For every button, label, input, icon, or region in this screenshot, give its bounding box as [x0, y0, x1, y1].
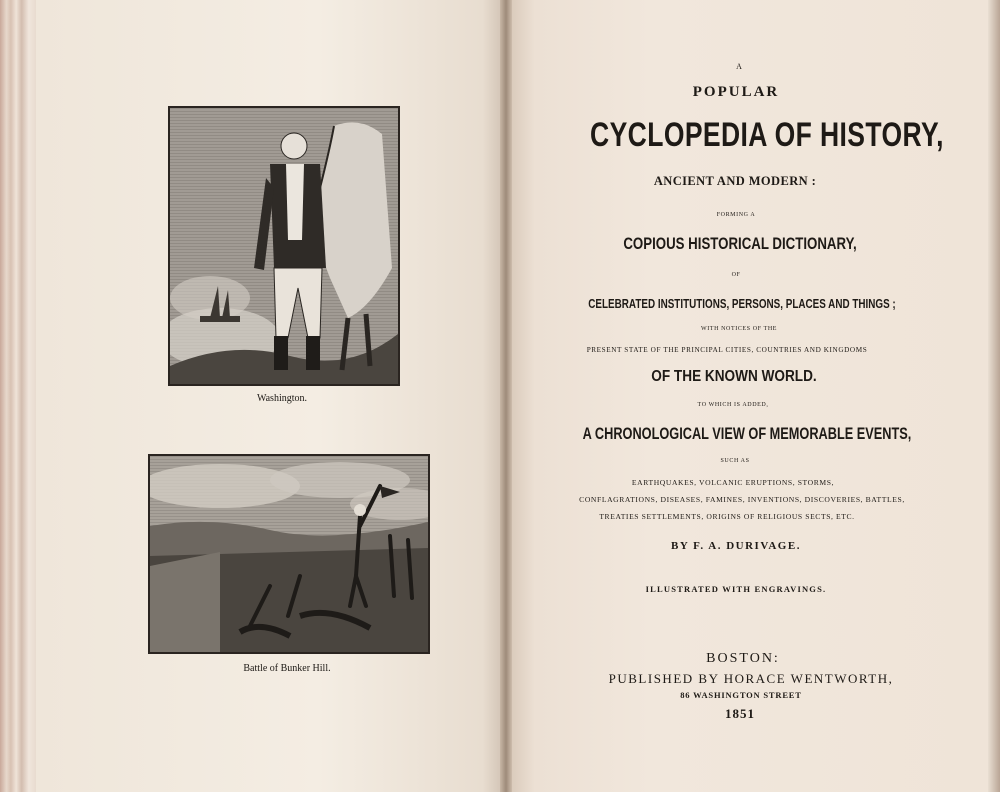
title-popular: POPULAR — [692, 84, 780, 100]
title-article: A — [736, 62, 742, 71]
main-title: CYCLOPEDIA OF HISTORY, — [590, 116, 944, 154]
title-page — [506, 0, 988, 792]
author-line: BY F. A. DURIVAGE. — [671, 540, 801, 552]
such-as-line: SUCH AS — [720, 458, 750, 464]
page-edges-left — [0, 0, 36, 792]
notices-line: WITH NOTICES OF THE — [700, 326, 778, 332]
bunker-hill-engraving-art — [150, 456, 428, 652]
subtitle: ANCIENT AND MODERN : — [653, 174, 817, 188]
events-line-3: TREATIES SETTLEMENTS, ORIGINS OF RELIGIOUS SECTS, ETC. — [599, 512, 855, 521]
forming-line: FORMING A — [716, 212, 756, 218]
street-line: 86 WASHINGTON STREET — [680, 690, 802, 700]
added-line: TO WHICH IS ADDED, — [697, 402, 769, 408]
illustrated-line: ILLUSTRATED WITH ENGRAVINGS. — [645, 584, 827, 594]
events-line-1: EARTHQUAKES, VOLCANIC ERUPTIONS, STORMS, — [631, 478, 835, 487]
washington-engraving — [168, 106, 400, 386]
known-world-line: OF THE KNOWN WORLD. — [651, 368, 817, 385]
dictionary-line: COPIOUS HISTORICAL DICTIONARY, — [623, 234, 857, 253]
washington-engraving-art — [170, 108, 398, 384]
place-line: BOSTON: — [706, 651, 780, 666]
publisher-line: PUBLISHED BY HORACE WENTWORTH, — [608, 671, 894, 686]
events-line-2: CONFLAGRATIONS, DISEASES, FAMINES, INVENTIONS, DISCOVERIES, BATTLES, — [579, 495, 905, 504]
year-line: 1851 — [725, 706, 755, 721]
chronological-line: A CHRONOLOGICAL VIEW OF MEMORABLE EVENTS, — [582, 424, 912, 443]
washington-caption: Washington. — [256, 393, 308, 404]
bunker-hill-engraving — [148, 454, 430, 654]
bunker-hill-caption: Battle of Bunker Hill. — [243, 663, 331, 674]
present-state-line: PRESENT STATE OF THE PRINCIPAL CITIES, COUNTRIES AND KINGDOMS — [586, 346, 868, 354]
celebrated-line: CELEBRATED INSTITUTIONS, PERSONS, PLACES AND THINGS ; — [588, 296, 896, 311]
of-line: OF — [731, 272, 741, 278]
